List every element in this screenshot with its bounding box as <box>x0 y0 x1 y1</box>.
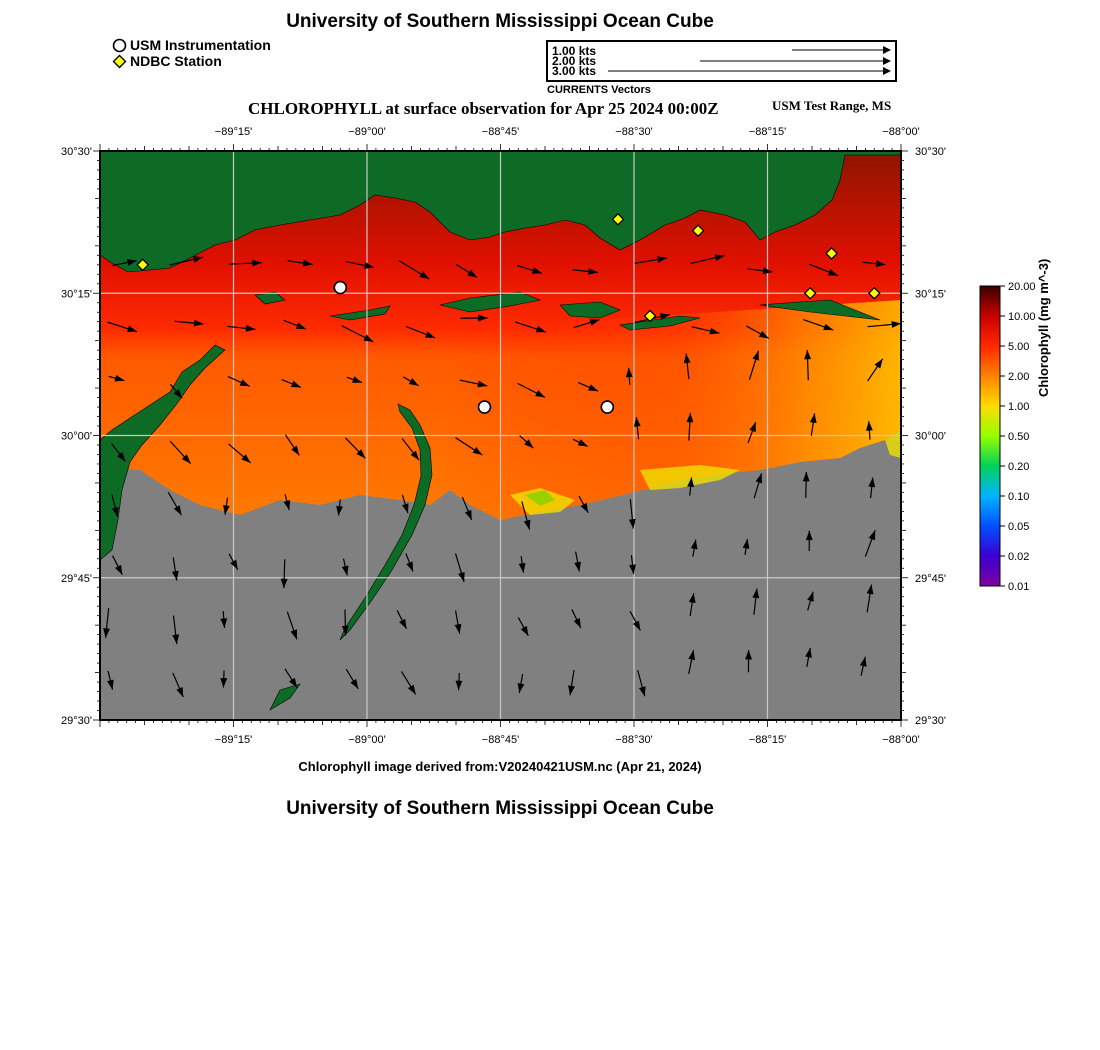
colorbar-tick-label: 0.02 <box>1008 551 1030 563</box>
usm-station-marker <box>478 401 490 413</box>
vector-key-label-2: 2.00 kts <box>552 54 597 68</box>
lat-tick-label-left: 30°15' <box>61 288 92 301</box>
colorbar-scale <box>980 286 1000 586</box>
lon-tick-label-top: −88°30' <box>615 126 653 138</box>
lat-tick-label-left: 29°30' <box>61 715 92 727</box>
lat-tick-label-right: 30°30' <box>915 146 946 158</box>
colorbar-tick-label: 10.00 <box>1008 311 1036 323</box>
legend-usm-label: USM Instrumentation <box>130 37 271 53</box>
lon-tick-label-top: −88°00' <box>882 126 920 138</box>
colorbar-tick-label: 2.00 <box>1008 371 1030 383</box>
lon-tick-label-top: −88°45' <box>481 126 520 138</box>
lat-tick-label-right: 30°15' <box>915 288 946 301</box>
lat-tick-label-right: 29°30' <box>915 715 946 727</box>
colorbar-tick-label: 0.01 <box>1008 581 1030 593</box>
lon-tick-label-top: −89°00' <box>348 126 386 138</box>
lat-tick-label-right: 30°00' <box>915 430 946 443</box>
colorbar-tick-label: 5.00 <box>1008 341 1030 353</box>
map-subtitle: CHLOROPHYLL at surface observation for Apr 25 2024 00:00Z <box>248 99 719 118</box>
colorbar-tick-label: 1.00 <box>1008 401 1030 413</box>
lat-tick-label-right: 29°45' <box>915 572 946 585</box>
colorbar-tick-label: 0.05 <box>1008 521 1030 533</box>
colorbar-tick-label: 20.00 <box>1008 281 1036 293</box>
usm-station-marker <box>334 282 346 294</box>
colorbar-tick-label: 0.20 <box>1008 461 1030 473</box>
lon-tick-label-bottom: −89°00' <box>348 734 386 746</box>
lon-tick-label-bottom: −88°45' <box>481 734 520 746</box>
colorbar <box>970 278 1070 598</box>
range-label: USM Test Range, MS <box>772 98 892 113</box>
colorbar-title: Chlorophyll (mg m^-3) <box>1036 258 1051 397</box>
lon-tick-label-top: −88°15' <box>748 126 787 138</box>
lat-tick-label-left: 29°45' <box>61 572 92 585</box>
lon-tick-label-bottom: −89°15' <box>214 734 253 746</box>
vector-key-label-3: 3.00 kts <box>552 64 597 78</box>
lat-tick-label-left: 30°30' <box>61 146 92 158</box>
lon-tick-label-bottom: −88°15' <box>748 734 787 746</box>
colorbar-tick-label: 0.10 <box>1008 491 1030 503</box>
vector-key-label-1: 1.00 kts <box>552 44 597 58</box>
source-caption: Chlorophyll image derived from:V20240421USM.nc (Apr 21, 2024) <box>298 759 702 774</box>
lon-tick-label-top: −89°15' <box>214 126 253 138</box>
lat-tick-label-left: 30°00' <box>61 430 92 443</box>
colorbar-tick-label: 0.50 <box>1008 431 1030 443</box>
lon-tick-label-bottom: −88°00' <box>882 734 920 746</box>
bottom-title: University of Southern Mississippi Ocean Cube <box>286 798 714 819</box>
usm-station-marker <box>601 401 613 413</box>
legend-ndbc-label: NDBC Station <box>130 53 222 69</box>
vector-key-caption: CURRENTS Vectors <box>547 84 651 96</box>
page-title: University of Southern Mississippi Ocean Cube <box>286 11 714 32</box>
lon-tick-label-bottom: −88°30' <box>615 734 653 746</box>
